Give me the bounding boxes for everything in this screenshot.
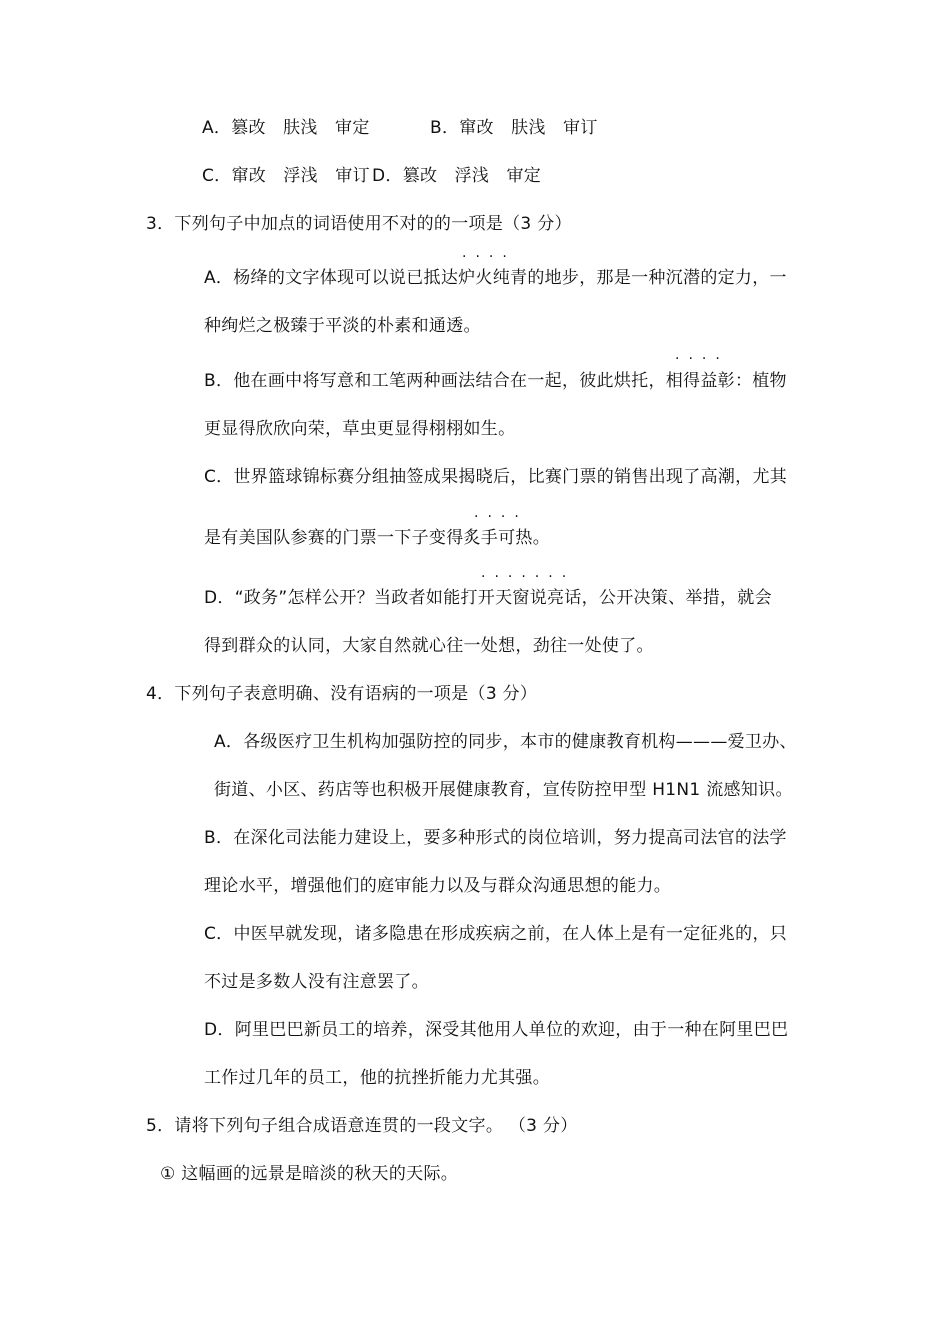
q3-stem: 3．下列句子中加点的词语使用不对的的一项是（3 分） — [146, 214, 572, 234]
q3-option-a-line2: 种绚烂之极臻于平淡的朴素和通透。 — [204, 316, 481, 336]
q4-option-a-line1: A．各级医疗卫生机构加强防控的同步，本市的健康教育机构———爱卫办、 — [214, 732, 797, 752]
emphasis-dots-c: ···· — [474, 509, 528, 525]
q2-option-a: A．篡改 肤浅 审定 — [202, 118, 370, 138]
q3-option-d-line1: D．“政务”怎样公开？当政者如能打开天窗说亮话，公开决策、举措，就会 — [204, 588, 772, 608]
q4-option-c-line2: 不过是多数人没有注意罢了。 — [204, 972, 429, 992]
q2-option-d: D．篡改 浮浅 审定 — [372, 166, 542, 186]
q4-option-c-line1: C．中医早就发现，诸多隐患在形成疾病之前，在人体上是有一定征兆的，只 — [204, 924, 788, 944]
q3-option-c-line2: 是有美国队参赛的门票一下子变得炙手可热。 — [204, 528, 550, 548]
q2-option-b: B．窜改 肤浅 审订 — [430, 118, 598, 138]
q3-option-c-line1: C．世界篮球锦标赛分组抽签成果揭晓后，比赛门票的销售出现了高潮，尤其 — [204, 467, 788, 487]
q4-option-d-line1: D．阿里巴巴新员工的培养，深受其他用人单位的欢迎，由于一种在阿里巴巴 — [204, 1020, 789, 1040]
q4-stem: 4．下列句子表意明确、没有语病的一项是（3 分） — [146, 684, 538, 704]
q3-option-d-line2: 得到群众的认同，大家自然就心往一处想，劲往一处使了。 — [204, 636, 654, 656]
q4-option-a-line2: 街道、小区、药店等也积极开展健康教育，宣传防控甲型 H1N1 流感知识。 — [214, 780, 793, 800]
emphasis-dots-d: ······· — [481, 569, 576, 585]
q4-option-b-line2: 理论水平，增强他们的庭审能力以及与群众沟通思想的能力。 — [204, 876, 672, 896]
q3-option-b-line2: 更显得欣欣向荣，草虫更显得栩栩如生。 — [204, 419, 516, 439]
q3-option-a-line1: A．杨绛的文字体现可以说已抵达炉火纯青的地步，那是一种沉潜的定力，一 — [204, 268, 787, 288]
emphasis-dots-b: ···· — [675, 351, 729, 367]
emphasis-dots-a: ···· — [462, 249, 516, 265]
q4-option-b-line1: B．在深化司法能力建设上，要多种形式的岗位培训，努力提高司法官的法学 — [204, 828, 787, 848]
q4-option-d-line2: 工作过几年的员工，他的抗挫折能力尤其强。 — [204, 1068, 550, 1088]
q5-item-1: ① 这幅画的远景是暗淡的秋天的天际。 — [160, 1164, 459, 1184]
q2-option-c: C．窜改 浮浅 审订 — [202, 166, 370, 186]
q5-stem: 5．请将下列句子组合成语意连贯的一段文字。 （3 分） — [146, 1116, 578, 1136]
q3-option-b-line1: B．他在画中将写意和工笔两种画法结合在一起，彼此烘托，相得益彰：植物 — [204, 371, 787, 391]
